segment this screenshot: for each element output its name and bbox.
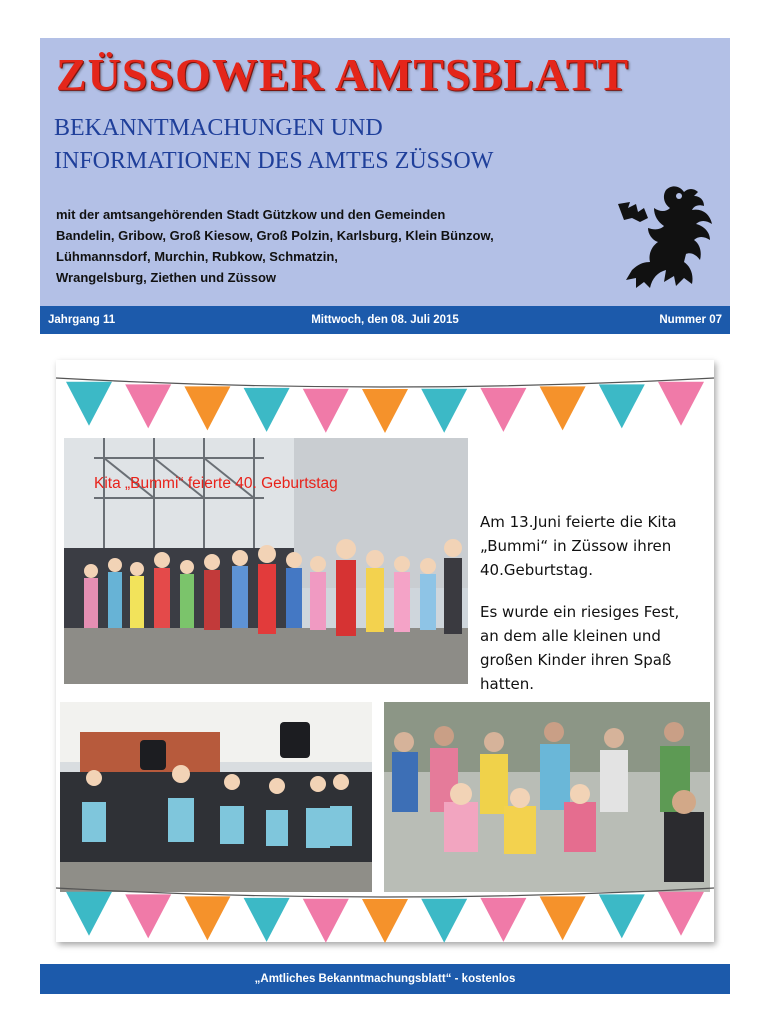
bunting-pennant [184,896,230,940]
bunting-pennant [125,384,171,428]
bunting-pennant [244,898,290,942]
bunting-garland-top [56,370,714,434]
bunting-pennant [303,899,349,943]
member-municipalities [56,204,616,288]
hula-dance-photo [60,702,372,892]
article-paragraph [480,600,712,696]
article-paragraph [480,510,712,582]
bunting-pennant [362,899,408,943]
bunting-pennant [303,389,349,433]
article-line: hatten. [480,675,534,693]
griffin-icon [614,182,718,294]
member-line: Bandelin, Gribow, Groß Kiesow, Groß Polzin, Karlsburg, Klein Bünzow, [56,228,494,243]
member-line: Wrangelsburg, Ziethen und Züssow [56,270,277,285]
bunting-pennant [421,389,467,433]
masthead [40,38,730,306]
article-line: großen Kinder ihren Spaß [480,651,672,669]
bunting-pennant [66,892,112,936]
bunting-pennant [66,382,112,426]
bunting-pennant [658,892,704,936]
subtitle-line: INFORMATIONEN DES AMTES ZÜSSOW [54,148,494,174]
article-line: 40.Geburtstag. [480,561,593,579]
footer-note: „Amtliches Bekanntmachungsblatt“ - kostenlos [254,973,516,985]
party-stage-photo [64,438,468,684]
bunting-pennant [599,894,645,938]
newspaper-title: ZÜSSOWER AMTSBLATT [56,49,630,100]
bunting-pennant [125,894,171,938]
issue-info-bar [40,306,730,334]
article-text [480,510,712,714]
article-line: Am 13.Juni feierte die Kita [480,513,677,531]
bunting-pennant [362,389,408,433]
issue-number: Nummer 07 [659,314,722,326]
photo-caption: Kita „Bummi“ feierte 40. Geburtstag [94,475,338,492]
feature-panel [56,360,714,942]
bunting-pennant [480,388,526,432]
bunting-pennant [184,386,230,430]
member-line: Lühmannsdorf, Murchin, Rubkow, Schmatzin, [56,249,338,264]
bunting-pennant [244,388,290,432]
bunting-pennant [540,386,586,430]
member-line: mit der amtsangehörenden Stadt Gützkow und den Gemeinden [56,207,446,222]
article-line: Es wurde ein riesiges Fest, [480,603,680,621]
bunting-garland-bottom [56,880,714,944]
issue-year: Jahrgang 11 [48,314,116,326]
footer-bar [40,964,730,994]
newspaper-subtitle [54,112,493,178]
audience-photo [384,702,710,892]
bunting-pennant [540,896,586,940]
bunting-pennant [658,382,704,426]
subtitle-line: BEKANNTMACHUNGEN UND [54,115,383,141]
bunting-pennant [599,384,645,428]
issue-date: Mittwoch, den 08. Juli 2015 [311,314,459,326]
article-line: an dem alle kleinen und [480,627,661,645]
article-line: „Bummi“ in Züssow ihren [480,537,672,555]
bunting-pennant [480,898,526,942]
bunting-pennant [421,899,467,943]
